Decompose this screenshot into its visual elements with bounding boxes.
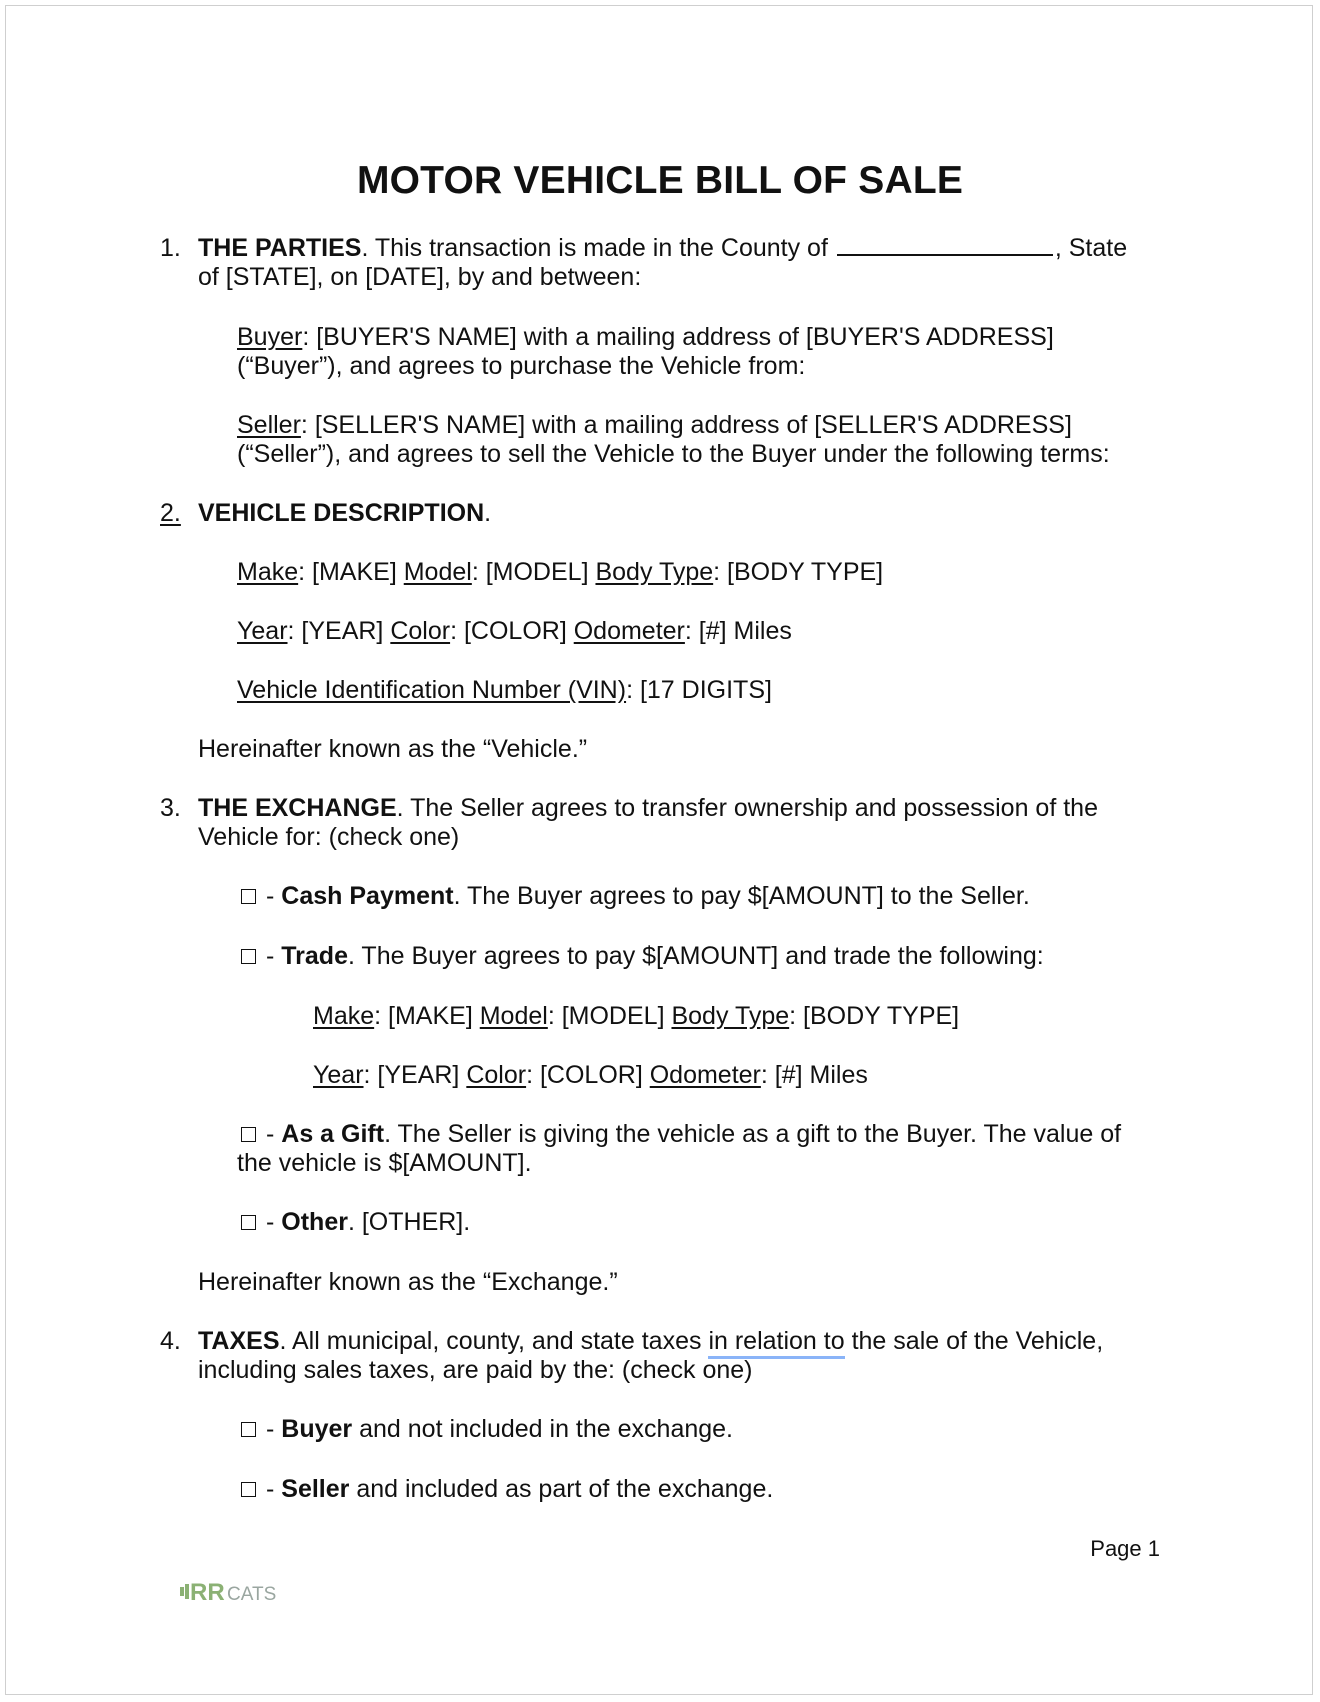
option-dash: - — [266, 882, 282, 910]
trade-model-label: Model — [479, 1002, 548, 1030]
year-label: Year — [237, 617, 288, 645]
grammar-suggestion-underline[interactable]: in relation to — [708, 1327, 844, 1359]
cash-option — [241, 882, 1030, 911]
make-label: Make — [237, 558, 299, 586]
odometer-label: Odometer — [573, 617, 685, 645]
trade-make-label: Make — [313, 1002, 375, 1030]
section-2-heading: VEHICLE DESCRIPTION — [198, 499, 485, 527]
section-3-text-a: . The Seller agrees to transfer ownership and possession of the — [396, 794, 1098, 822]
section-2-line — [160, 499, 491, 528]
cash-checkbox[interactable] — [241, 889, 256, 904]
tax-buyer-checkbox[interactable] — [241, 1422, 256, 1437]
trade-model-value: : [MODEL] — [547, 1002, 672, 1030]
trade-text: . The Buyer agrees to pay $[AMOUNT] and trade the following: — [347, 942, 1044, 970]
section-4-line2: including sales taxes, are paid by the: (check one) — [198, 1356, 753, 1384]
trade-label: Trade — [281, 942, 348, 970]
model-label: Model — [403, 558, 472, 586]
option-dash: - — [266, 942, 282, 970]
trade-color-label: Color — [466, 1061, 527, 1089]
section-3-line2: Vehicle for: (check one) — [198, 823, 460, 851]
exchange-hereinafter: Hereinafter known as the “Exchange.” — [198, 1268, 618, 1296]
section-4-text-a: . All municipal, county, and state taxes — [279, 1327, 709, 1355]
seller-label: Seller — [237, 411, 301, 439]
section-2-number: 2. — [160, 499, 181, 527]
trade-year-line — [313, 1061, 868, 1090]
vehicle-hereinafter: Hereinafter known as the “Vehicle.” — [198, 735, 588, 763]
vin-value: : [17 DIGITS] — [626, 676, 772, 704]
seller-paragraph — [237, 411, 1137, 440]
year-value: : [YEAR] — [287, 617, 391, 645]
option-dash: - — [266, 1415, 282, 1443]
trade-odometer-label: Odometer — [649, 1061, 761, 1089]
buyer-text-a: : [BUYER'S NAME] with a mailing address of [BUYER'S ADDRESS] — [302, 323, 1054, 351]
other-label: Other — [281, 1208, 348, 1236]
tax-seller-checkbox[interactable] — [241, 1482, 256, 1497]
make-value: : [MAKE] — [298, 558, 404, 586]
body-type-label: Body Type — [595, 558, 714, 586]
section-1-line2: of [STATE], on [DATE], by and between: — [198, 263, 642, 291]
svg-text:RR: RR — [190, 1579, 225, 1606]
other-text: . [OTHER]. — [347, 1208, 471, 1236]
gift-checkbox[interactable] — [241, 1127, 256, 1142]
trade-make-value: : [MAKE] — [374, 1002, 480, 1030]
section-2-period: . — [484, 499, 492, 527]
page-number: Page 1 — [1090, 1536, 1160, 1561]
section-1-heading: THE PARTIES — [198, 234, 362, 262]
tax-seller-label: Seller — [281, 1475, 350, 1503]
cash-label: Cash Payment — [281, 882, 454, 910]
option-dash: - — [266, 1208, 282, 1236]
trade-odometer-value: : [#] Miles — [760, 1061, 868, 1089]
rrcats-logo — [180, 1577, 290, 1607]
trade-year-label: Year — [313, 1061, 364, 1089]
document-title: MOTOR VEHICLE BILL OF SALE — [356, 159, 964, 202]
gift-option — [241, 1120, 1161, 1149]
section-3-number: 3. — [160, 794, 181, 822]
buyer-text-b: (“Buyer”), and agrees to purchase the Vehicle from: — [237, 352, 806, 380]
county-blank-line — [837, 234, 1053, 256]
section-4-number: 4. — [160, 1327, 181, 1355]
vehicle-vin-line — [237, 676, 772, 705]
seller-text-b: (“Seller”), and agrees to sell the Vehicle to the Buyer under the following terms: — [237, 440, 1110, 468]
vin-label: Vehicle Identification Number (VIN) — [237, 676, 627, 704]
other-option — [241, 1208, 470, 1237]
cash-text: . The Buyer agrees to pay $[AMOUNT] to the Seller. — [453, 882, 1030, 910]
trade-year-value: : [YEAR] — [363, 1061, 467, 1089]
tax-buyer-option — [241, 1415, 733, 1444]
section-1-text-b: , State — [1054, 234, 1128, 262]
vehicle-year-line — [237, 617, 792, 646]
section-3-heading: THE EXCHANGE — [198, 794, 397, 822]
trade-make-line — [313, 1002, 959, 1031]
section-1-text-a: . This transaction is made in the County of — [361, 234, 828, 262]
option-dash: - — [266, 1120, 282, 1148]
section-1-number: 1. — [160, 234, 181, 262]
tax-buyer-label: Buyer — [281, 1415, 353, 1443]
color-value: : [COLOR] — [450, 617, 574, 645]
body-type-value: : [BODY TYPE] — [713, 558, 884, 586]
trade-body-type-value: : [BODY TYPE] — [789, 1002, 960, 1030]
option-dash: - — [266, 1475, 282, 1503]
section-3-line1 — [198, 794, 1158, 823]
svg-text:CATS: CATS — [227, 1584, 277, 1605]
model-value: : [MODEL] — [471, 558, 596, 586]
tax-buyer-text: and not included in the exchange. — [352, 1415, 734, 1443]
section-1-line1 — [198, 234, 1158, 263]
buyer-label: Buyer — [237, 323, 303, 351]
seller-text-a: : [SELLER'S NAME] with a mailing address of [SELLER'S ADDRESS] — [300, 411, 1072, 439]
other-checkbox[interactable] — [241, 1215, 256, 1230]
gift-text-a: . The Seller is giving the vehicle as a gift to the Buyer. The value of — [384, 1120, 1122, 1148]
section-4-heading: TAXES — [198, 1327, 280, 1355]
trade-checkbox[interactable] — [241, 949, 256, 964]
odometer-value: : [#] Miles — [684, 617, 792, 645]
gift-text-b: the vehicle is $[AMOUNT]. — [237, 1149, 532, 1177]
tax-seller-option — [241, 1475, 773, 1504]
trade-option — [241, 942, 1044, 971]
gift-label: As a Gift — [281, 1120, 385, 1148]
color-label: Color — [390, 617, 451, 645]
buyer-paragraph — [237, 323, 1137, 352]
vehicle-make-line — [237, 558, 883, 587]
trade-color-value: : [COLOR] — [526, 1061, 650, 1089]
tax-seller-text: and included as part of the exchange. — [349, 1475, 774, 1503]
trade-body-type-label: Body Type — [671, 1002, 790, 1030]
section-4-line1 — [198, 1327, 1158, 1356]
section-4-text-c: the sale of the Vehicle, — [844, 1327, 1104, 1355]
